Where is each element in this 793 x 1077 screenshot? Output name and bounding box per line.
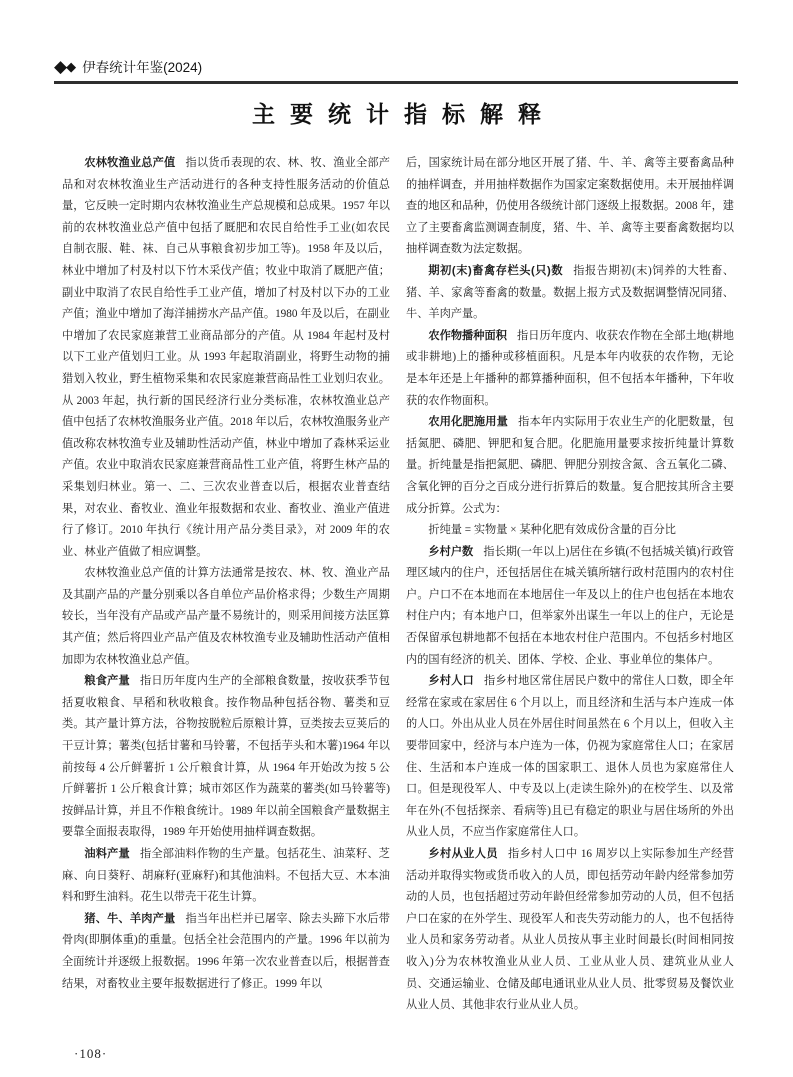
para-rural-households (406, 542, 734, 672)
page-title: 主要统计指标解释 (252, 102, 556, 127)
definition-text: 指日历年度内生产的全部粮食数量，按收获季节包括夏收粮食、早稻和秋收粮食。按作物品种包括谷物、薯类和豆类。其产量计算方法，谷物按脱粒后原粮计算，豆类按去豆荚后的干豆计算；薯类(包括甘薯和马铃薯，不包括芋头和木薯)1964 年以前按每 4 公斤鲜薯折 1 公斤粮食计算，从 1964 年开始改为按 5 公斤鲜薯折 1 公斤粮食计算；城市郊区作为蔬菜的薯类(如马铃薯等)按鲜品计算，并且不作粮食统计。1989 年以前全国粮食产量数据主要靠全面报表取得，1989 年开始使用抽样调查数据。 (62, 675, 390, 839)
formula-text: 折纯量 = 实物量 × 某种化肥有效成份含量的百分比 (428, 524, 676, 537)
diamond-icon: ◆ (66, 58, 77, 74)
para-oilseed-output (62, 844, 390, 909)
para-fertilizer-use (406, 412, 734, 520)
two-column-text-area (62, 153, 734, 1017)
page-number: ·108· (74, 1046, 108, 1061)
para-calculation-method (62, 563, 390, 671)
para-rural-population (406, 671, 734, 844)
definition-text: 后，国家统计局在部分地区开展了猪、牛、羊、禽等主要畜禽品种的抽样调查，并用抽样数据作为国家定案数据使用。未开展抽样调查的地区和品种，仍使用各级统计部门逐级上报数据。2008 年，建立了主要畜禽监测调查制度，猪、牛、羊、禽等主要畜禽数据均以抽样调查数为法定数据。 (406, 157, 734, 256)
term-grain-output: 粮食产量 (84, 675, 130, 688)
term-oilseed-output: 油料产量 (84, 848, 130, 860)
left-column (62, 153, 390, 1017)
term-livestock-inventory: 期初(末)畜禽存栏头(只)数 (428, 264, 564, 277)
term-rural-households: 乡村户数 (428, 545, 474, 558)
definition-text: 指以货币表现的农、林、牧、渔业全部产品和对农林牧渔业生产活动进行的各种支持性服务活动的价值总量，它反映一定时期内农林牧渔业生产总规模和总成果。1957 年以前的农林牧渔业总产值中包括了厩肥和农民自给性手工业(如农民自制衣服、鞋、袜、自己从事粮食初步加工等)。1958 年及以后，林业中增加了村及村以下竹木采伐产值；牧业中取消了厩肥产值；副业中取消了农民自给性手工业产值，增加了村及村以下办的工业产值；渔业中增加了海洋捕捞水产品产值。1980 年及以后，在副业中增加了农民家庭兼营工业商品部分的产值。从 1984 年起村及村以下工业产值划归工业。从 1993 年起取消副业，将野生动物的捕猎划入牧业，野生植物采集和农民家庭兼营商品性工业划归农业。从 2003 年起，执行新的国民经济行业分类标准，农林牧渔业总产值中包括了农林牧渔服务业产值。2018 年以后，农林牧渔服务业产值改称农林牧渔专业及辅助性活动产值，林业中增加了森林采运业产值。农业中取消农民家庭兼营商品性工业产值，将野生林产品的采集划归林业。第一、二、三次农业普查以后，根据农业普查结果，对农业、畜牧业、渔业年报数据和农业、畜牧业、渔业产值进行了修订。2010 年执行《统计用产品分类目录》，对 2009 年的农业、林业产值做了相应调整。 (62, 157, 390, 558)
definition-text: 指当年出栏并已屠宰、除去头蹄下水后带骨肉(即胴体重)的重量。包括全社会范围内的产量。1996 年以前为全面统计并逐级上报数据。1996 年第一次农业普查以后，根据普查结果，对畜牧业主要年报数据进行了修正。1999 年以 (62, 912, 390, 990)
definition-text: 指全部油料作物的生产量。包括花生、油菜籽、芝麻、向日葵籽、胡麻籽(亚麻籽)和其他油料。不包括大豆、木本油料和野生油料。花生以带壳干花生计算。 (62, 848, 390, 904)
definition-text: 指乡村人口中 16 周岁以上实际参加生产经营活动并取得实物或货币收入的人员，即包括劳动年龄内经常参加劳动的人员，也包括超过劳动年龄但经常参加劳动的人员，但不包括户口在家的在外学生、现役军人和丧失劳动能力的人，也不包括待业人员和家务劳动者。从业人员按从事主业时间最长(时间相同按收入)分为农林牧渔业从业人员、工业从业人员、建筑业从业人员、交通运输业、仓储及邮电通讯业从业人员、批零贸易及餐饮业从业人员、其他非农行业从业人员。 (406, 848, 734, 1012)
right-column (406, 153, 734, 1017)
term-rural-workers: 乡村从业人员 (428, 848, 498, 860)
header-rule (54, 81, 738, 84)
definition-text: 指长期(一年以上)居住在乡镇(不包括城关镇)行政管理区域内的住户，还包括居住在城关镇所辖行政村范围内的农村住户。户口不在本地而在本地居住一年及以上的住户也包括在本地农村住户内；有本地户口，但举家外出谋生一年以上的住户，无论是否保留承包耕地都不包括在本地农村住户范围内。不包括乡村地区内的国有经济的机关、团体、学校、企业、事业单位的集体户。 (406, 545, 734, 666)
diamond-icon: ◆ (54, 56, 68, 76)
definition-text: 指乡村地区常住居民户数中的常住人口数，即全年经常在家或在家居住 6 个月以上，而且经济和生活与本户连成一体的人口。外出从业人员在外居住时间虽然在 6 个月以上，但收入主要带回家中，经济与本户连为一体，仍视为家庭常住人口；在家居住、生活和本户连成一体的国家职工、退休人员也为家庭常住人口。但是现役军人、中专及以上(走读生除外)的在校学生、以及常年在外(不包括探亲、看病等)且已有稳定的职业与居住场所的外出从业人员，不应当作家庭常住人口。 (406, 675, 734, 839)
definition-text: 指报告期初(末)饲养的大牲畜、猪、羊、家禽等畜禽的数量。数据上报方式及数据调整情况同猪、牛、羊肉产量。 (406, 264, 735, 321)
para-sown-area (406, 326, 734, 412)
definition-text: 农林牧渔业总产值的计算方法通常是按农、林、牧、渔业产品及其副产品的产量分别乘以各自单位产品价格求得；少数生产周期较长，当年没有产品或产品产量不易统计的，则采用间接方法匡算其产值；然后将四业产品产值及农林牧渔专业及辅助性活动产值相加即为农林牧渔业总产值。 (62, 567, 390, 666)
para-meat-output (62, 909, 390, 995)
para-rural-workers (406, 844, 734, 1017)
definition-text: 指日历年度内、收获农作物在全部土地(耕地或非耕地)上的播种或移植面积。凡是本年内收获的农作物，无论是本年还是上年播种的都算播种面积，但不包括本年播种，下年收获的农作物面积。 (406, 329, 734, 407)
yearbook-header (54, 56, 202, 76)
term-sown-area: 农作物播种面积 (428, 329, 507, 342)
definition-text: 指本年内实际用于农业生产的化肥数量，包括氮肥、磷肥、钾肥和复合肥。化肥施用量要求按折纯量计算数量。折纯量是指把氮肥、磷肥、钾肥分别按含氮、含五氧化二磷、含氧化钾的百分之百成分进行折算后的数量。复合肥按其所含主要成分折算。公式为： (406, 416, 734, 515)
para-grain-output (62, 671, 390, 844)
term-meat-output: 猪、牛、羊肉产量 (84, 912, 176, 925)
para-livestock-inventory (406, 261, 734, 326)
term-gross-output-value: 农林牧渔业总产值 (84, 157, 176, 169)
yearbook-title: 伊春统计年鉴(2024) (82, 60, 203, 75)
term-rural-population: 乡村人口 (428, 675, 474, 688)
formula-line (406, 520, 734, 542)
para-gross-output-value (62, 153, 390, 563)
term-fertilizer-use: 农用化肥施用量 (428, 416, 508, 429)
para-meat-output-continued (406, 153, 734, 261)
